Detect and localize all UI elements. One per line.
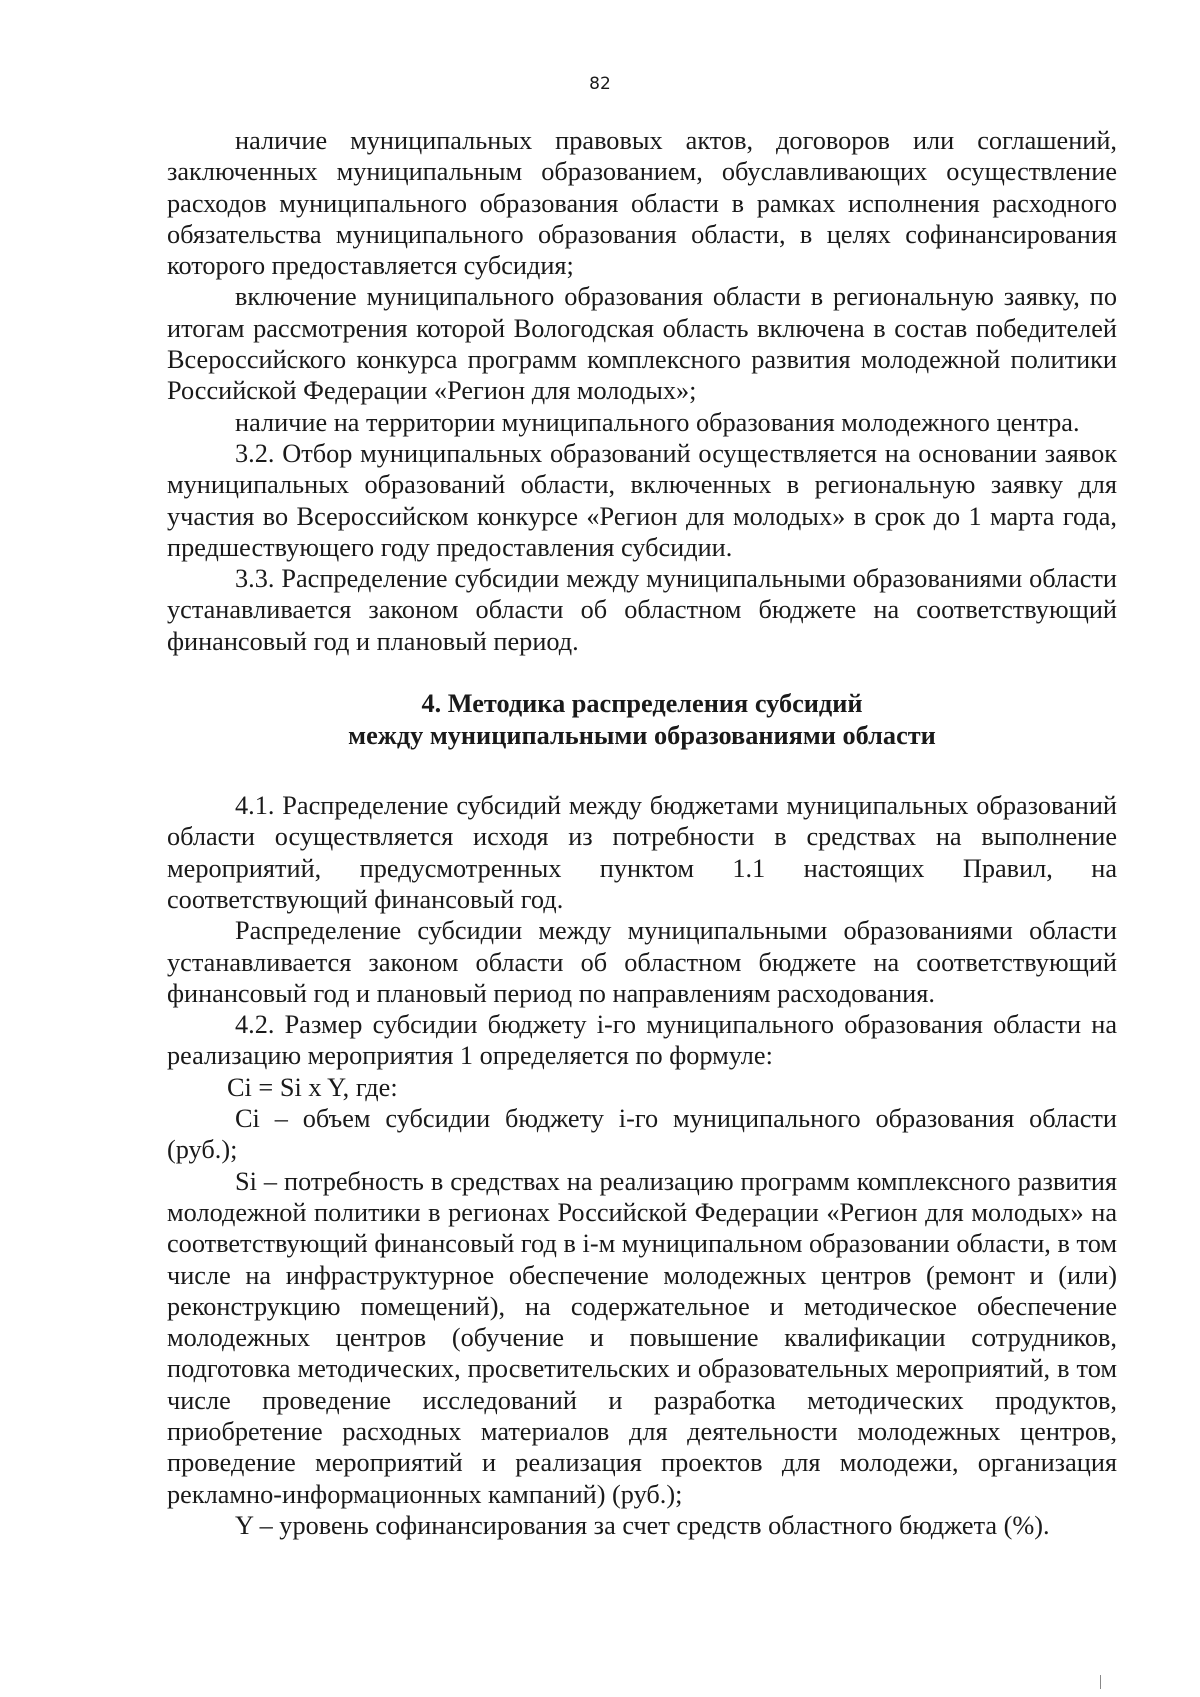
document-body (167, 125, 1117, 1541)
page-number: 82 (589, 74, 611, 94)
section-title (167, 688, 1117, 752)
paragraph: 3.3. Распределение субсидии между муниципальными образованиями области устанавливается законом области об областном бюджете на соответствующий финансовый год и плановый период. (167, 564, 1117, 656)
paragraph: Распределение субсидии между муниципальными образованиями области устанавливается законом области об областном бюджете на соответствующий финансовый год и плановый период по направлениям расходования. (167, 916, 1117, 1008)
definition-ci: Ci – объем субсидии бюджету i-го муниципального образования области (руб.); (167, 1104, 1117, 1165)
section-title-line: между муниципальными образованиями области (348, 721, 936, 751)
section-title-line: 4. Методика распределения субсидий (421, 689, 863, 719)
paragraph: наличие на территории муниципального образования молодежного центра. (235, 407, 1080, 437)
paragraph: включение муниципального образования области в региональную заявку, по итогам рассмотрения которой Вологодская область включена в состав победителей Всероссийского конкурса программ комплексного развития молодежной политики Российской Федерации «Регион для молодых»; (167, 282, 1117, 406)
paragraph: 4.2. Размер субсидии бюджету i-го муниципального образования области на реализацию мероприятия 1 определяется по формуле: (167, 1010, 1117, 1071)
paragraph: 4.1. Распределение субсидий между бюджетами муниципальных образований области осуществляется исходя из потребности в средствах на выполнение мероприятий, предусмотренных пунктом 1.1 настоящих Правил, на соответствующий финансовый год. (167, 791, 1117, 914)
scan-edge-mark (1100, 1675, 1101, 1689)
paragraph: 3.2. Отбор муниципальных образований осуществляется на основании заявок муниципальных образований области, включенных в региональную заявку для участия во Всероссийском конкурсе «Регион для молодых» в срок до 1 марта года, предшествующего году предоставления субсидии. (167, 438, 1117, 562)
formula: Ci = Si x Y, где: (227, 1072, 398, 1102)
paragraph: наличие муниципальных правовых актов, договоров или соглашений, заключенных муниципальным образованием, обуславливающих осуществление расходов муниципального образования области в рамках исполнения расходного обязательства муниципального образования области, в целях софинансирования которого предоставляется субсидия; (167, 126, 1117, 281)
definition-y: Y – уровень софинансирования за счет средств областного бюджета (%). (235, 1510, 1050, 1540)
definition-si: Si – потребность в средствах на реализацию программ комплексного развития молодежной политики в регионах Российской Федерации «Регион для молодых» на соответствующий финансовый год в i-м муниципальном образовании области, в том числе на инфраструктурное обеспечение молодежных центров (ремонт и (или) реконструкцию помещений), на содержательное и методическое обеспечение молодежных центров (обучение и повышение квалификации сотрудников, подготовка методических, просветительских и образовательных мероприятий, в том числе проведение исследований и разработка методических продуктов, приобретение расходных материалов для деятельности молодежных центров, проведение мероприятий и реализация проектов для молодежи, организация рекламно-информационных кампаний) (руб.); (167, 1166, 1117, 1509)
